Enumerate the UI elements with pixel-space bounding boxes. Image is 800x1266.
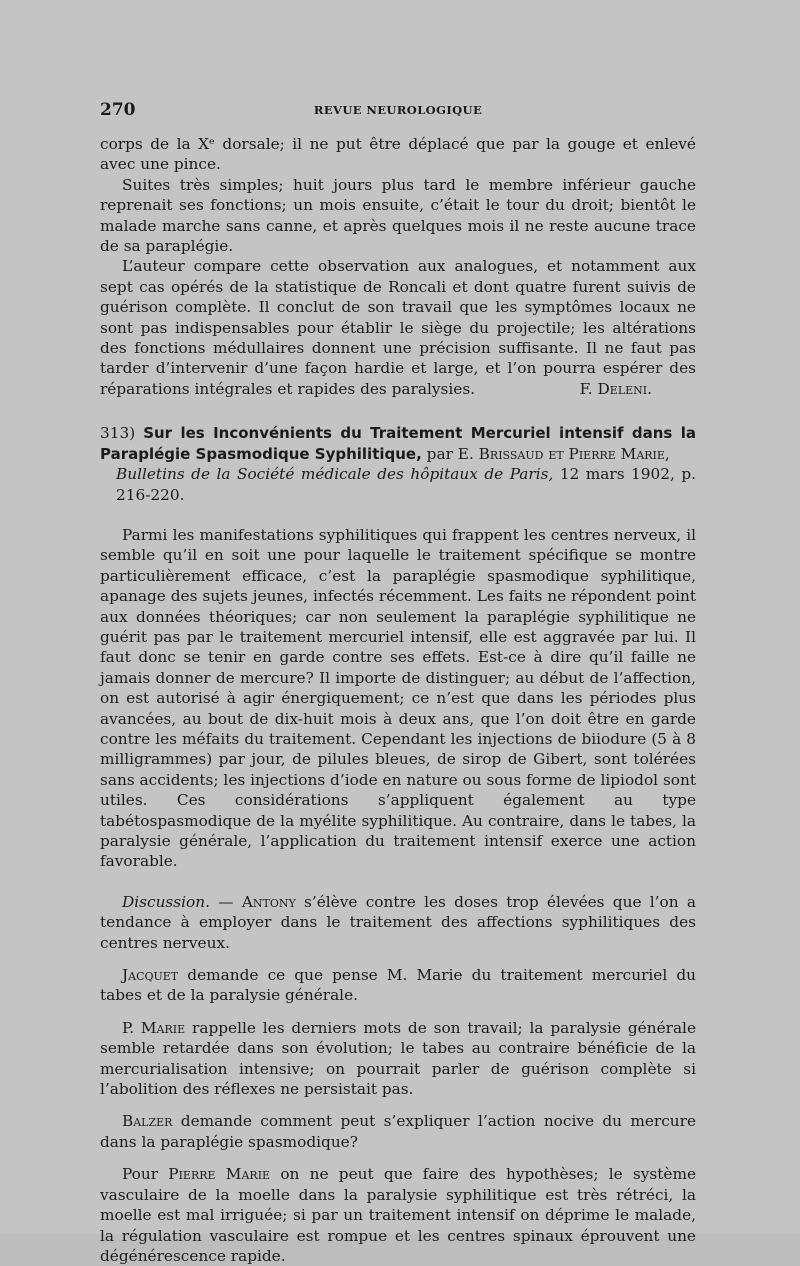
pierre-marie-remark: on ne peut que faire des hypothèses; le système vasculaire de la moelle dans la paralysie syphilitique est très rétréci, la moelle est mal irriguée; si par un traitement intensif on déprime le malade, la régulation vasculaire est rompue et les centres spinaux éprouvent une dégénérescence rapide. <box>100 1165 696 1265</box>
page-number: 270 <box>100 100 136 120</box>
pour-word: Pour <box>122 1165 159 1184</box>
citation-source: Bulletins de la Société médicale des hôpitaux de Paris, <box>116 465 554 484</box>
marie-remark: rappelle les derniers mots de son travail; la paralysie générale semble retardée dans son évolution; le tabes au contraire bénéficie de la mercurialisation intensive; on pourrait parler de guérison complète si l’abolition des réflexes ne persistait pas. <box>100 1018 697 1099</box>
article-number: 313) <box>100 424 136 443</box>
page-header <box>100 100 696 122</box>
running-title: REVUE NEUROLOGIQUE <box>313 103 483 117</box>
discussion-dash: — <box>218 892 234 911</box>
balzer-remark: demande comment peut s’expliquer l’action nocive du mercure dans la paraplégie spasmodique? <box>100 1112 696 1151</box>
jacquet-remark: demande ce que pense M. Marie du traitement mercuriel du tabes et de la paralysie générale. <box>100 966 696 1005</box>
article-summary: Parmi les manifestations syphilitiques qui frappent les centres nerveux, il semble qu’il en soit une pour laquelle le traitement spécifique se montre particulièrement efficace, c’est la paraplégie spasmodique syphilitique, apanage des sujets jeunes, infectés récemment. Les faits ne répondent point aux données théoriques; car non seulement la paraplégie syphilitique ne guérit pas par le traitement mercuriel intensif, elle est aggravée par lui. Il faut donc se tenir en garde contre ses effets. Est-ce à dire qu’il faille ne jamais donner de mercure? Il importe de distinguer; au début de l’affection, on est autorisé à agir énergiquement; ce n’est que dans les périodes plus avancées, au bout de dix-huit mois à deux ans, que l’on doit être en garde contre les méfaits du traitement. Cependant les injections de biiodure (5 à 8 milligrammes) par jour, de pilules bleues, de sirop de Gibert, sont tolérées sans accidents; les injections d’iode en nature ou sous forme de lipiodol sont utiles. Ces considérations s’appliquent également au type tabétospasmodique de la myélite syphilitique. Au contraire, dans le tabes, la paralysie générale, l’application du traitement intensif exerce une action favorable. <box>100 525 696 871</box>
article-citation <box>100 464 696 505</box>
speaker-jacquet: Jacquet <box>122 966 179 985</box>
article-authors: E. Brissaud et Pierre Marie, <box>457 444 670 463</box>
article-title: Sur les Inconvénients du Traitement Mercuriel intensif dans la Paraplégie Spasmodique Syphilitique, <box>100 424 696 463</box>
speaker-pierre-marie: Pierre Marie <box>168 1165 271 1184</box>
discussion-label: Discussion. <box>122 892 210 911</box>
speaker-balzer: Balzer <box>122 1112 173 1131</box>
discussion-marie <box>100 1018 696 1100</box>
discussion-jacquet <box>100 965 696 1006</box>
reviewer-signature: F. Deleni. <box>579 379 652 398</box>
paragraph-conclusion: L’auteur compare cette observation aux analogues, et notamment aux sept cas opérés de la statistique de Roncali et dont quatre furent suivis de guérison complète. Il conclut de son travail que les symptômes locaux ne sont pas indispensables pour établir le siège du projectile; les altérations des fonctions médullaires donnent une précision suffisante. Il ne faut pas tarder d’intervenir d’une façon hardie et large, et l’on pourra espérer des réparations intégrales et rapides des paralysies. <box>100 257 696 398</box>
discussion-pierre-marie <box>100 1164 696 1266</box>
article-heading <box>100 423 696 464</box>
discussion-balzer <box>100 1111 696 1152</box>
discussion-antony <box>100 892 696 953</box>
speaker-marie: P. Marie <box>122 1018 186 1037</box>
citation-date-pages: 12 mars 1902, p. 216-220. <box>116 465 696 504</box>
page-text <box>100 134 696 1266</box>
article-by: par <box>426 444 453 463</box>
antony-remark: s’élève contre les doses trop élevées que l’on a tendance à employer dans le traitement des affections syphilitiques des centres nerveux. <box>100 892 696 952</box>
paragraph-continuation: corps de la Xᵉ dorsale; il ne put être déplacé que par la gouge et enlevé avec une pince. <box>100 135 696 174</box>
paragraph-outcome: Suites très simples; huit jours plus tard le membre inférieur gauche reprenait ses fonctions; un mois ensuite, c’était le tour du droit; bientôt le malade marche sans canne, et après quelques mois il ne reste aucune trace de sa paraplégie. <box>100 175 696 256</box>
speaker-antony: Antony <box>241 892 296 911</box>
